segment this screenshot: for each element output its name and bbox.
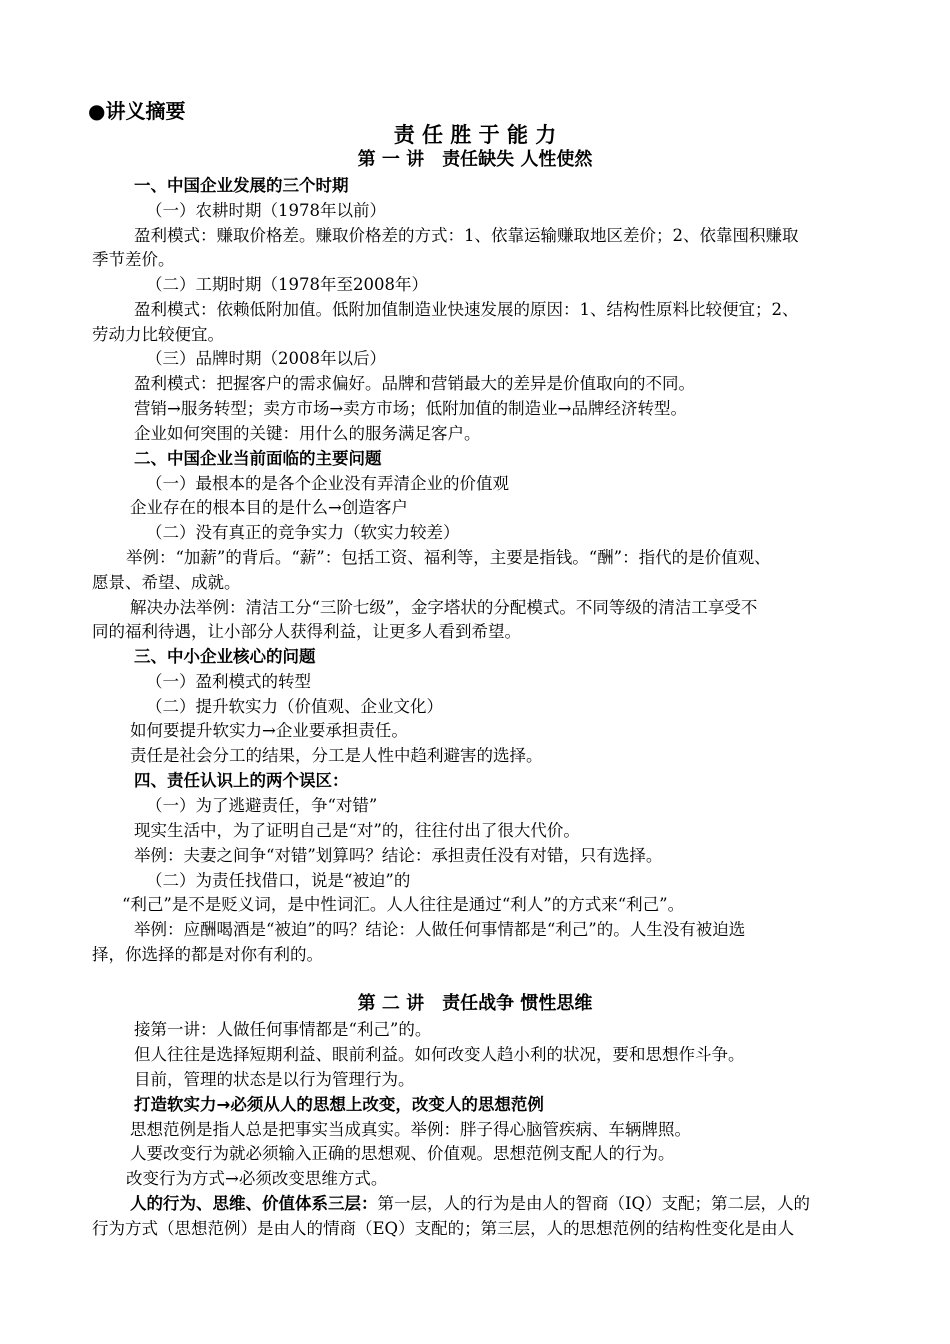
paragraph: （二）提升软实力（价值观、企业文化） — [146, 697, 443, 716]
section-heading: 三、中小企业核心的问题 — [134, 647, 316, 666]
paragraph: 思想范例是指人总是把事实当成真实。举例：胖子得心脑管疾病、车辆牌照。 — [130, 1120, 691, 1139]
paragraph: （二）工期时期（1978年至2008年） — [146, 275, 428, 294]
paragraph: 举例：应酬喝酒是“被迫”的吗？结论：人做任何事情都是“利己”的。人生没有被迫选 — [134, 920, 746, 939]
paragraph: 同的福利待遇，让小部分人获得利益，让更多人看到希望。 — [92, 622, 521, 641]
paragraph: 改变行为方式→必须改变思维方式。 — [126, 1169, 388, 1188]
section-heading: 四、责任认识上的两个误区： — [134, 771, 349, 790]
paragraph: 举例：夫妻之间争“对错”划算吗？结论：承担责任没有对错，只有选择。 — [134, 846, 663, 865]
paragraph: 季节差价。 — [92, 250, 175, 269]
paragraph: （一）最根本的是各个企业没有弄清企业的价值观 — [146, 474, 509, 493]
paragraph: 接第一讲：人做任何事情都是“利己”的。 — [134, 1020, 432, 1039]
paragraph: 择，你选择的都是对你有利的。 — [92, 945, 323, 964]
document-title: 责 任 胜 于 能 力 — [393, 123, 557, 147]
section-heading: 一、中国企业发展的三个时期 — [134, 176, 349, 195]
paragraph: 愿景、希望、成就。 — [92, 573, 241, 592]
paragraph: 人要改变行为就必须输入正确的思想观、价值观。思想范例支配人的行为。 — [130, 1144, 675, 1163]
paragraph: 目前，管理的状态是以行为管理行为。 — [134, 1070, 415, 1089]
paragraph: （二）没有真正的竞争实力（软实力较差） — [146, 523, 460, 542]
paragraph: 责任是社会分工的结果，分工是人性中趋利避害的选择。 — [130, 746, 543, 765]
lecture1-title: 第 一 讲 责任缺失 人性使然 — [357, 149, 593, 170]
paragraph: 现实生活中，为了证明自己是“对”的，往往付出了很大代价。 — [134, 821, 580, 840]
paragraph: （三）品牌时期（2008年以后） — [146, 349, 386, 368]
paragraph: 举例：“加薪”的背后。“薪”：包括工资、福利等，主要是指钱。“酬”：指代的是价值观、 — [126, 548, 771, 567]
paragraph-lead: 人的行为、思维、价值体系三层： — [130, 1194, 378, 1213]
paragraph: （一）为了逃避责任，争“对错” — [146, 796, 378, 815]
paragraph: 解决办法举例：清洁工分“三阶七级”，金字塔状的分配模式。不同等级的清洁工享受不 — [130, 598, 758, 617]
handout-header: ●讲义摘要 — [88, 99, 186, 123]
paragraph: （一）盈利模式的转型 — [146, 672, 311, 691]
paragraph — [130, 1193, 810, 1215]
paragraph: 企业存在的根本目的是什么→创造客户 — [130, 498, 408, 517]
section-heading: 打造软实力→必须从人的思想上改变，改变人的思想范例 — [134, 1095, 544, 1114]
paragraph: 如何要提升软实力→企业要承担责任。 — [130, 721, 408, 740]
paragraph-text: 第一层，人的行为是由人的智商（IQ）支配；第二层，人的 — [377, 1194, 811, 1213]
paragraph: 但人往往是选择短期利益、眼前利益。如何改变人趋小利的状况，要和思想作斗争。 — [134, 1045, 745, 1064]
paragraph: 盈利模式：把握客户的需求偏好。品牌和营销最大的差异是价值取向的不同。 — [134, 374, 695, 393]
lecture2-title: 第 二 讲 责任战争 惯性思维 — [357, 993, 593, 1014]
paragraph: （一）农耕时期（1978年以前） — [146, 201, 386, 220]
paragraph: 盈利模式：依赖低附加值。低附加值制造业快速发展的原因：1、结构性原料比较便宜；2、 — [134, 300, 799, 319]
paragraph: 盈利模式：赚取价格差。赚取价格差的方式：1、依靠运输赚取地区差价；2、依靠囤积赚取 — [134, 226, 799, 245]
paragraph: （二）为责任找借口，说是“被迫”的 — [146, 871, 411, 890]
section-heading: 二、中国企业当前面临的主要问题 — [134, 449, 382, 468]
paragraph: 企业如何突围的关键：用什么的服务满足客户。 — [134, 424, 481, 443]
paragraph: 行为方式（思想范例）是由人的情商（EQ）支配的；第三层，人的思想范例的结构性变化是由人 — [92, 1219, 795, 1238]
paragraph: “利己”是不是贬义词，是中性词汇。人人往往是通过“利人”的方式来“利己”。 — [122, 895, 685, 914]
paragraph: 劳动力比较便宜。 — [92, 325, 224, 344]
paragraph: 营销→服务转型；卖方市场→卖方市场；低附加值的制造业→品牌经济转型。 — [134, 399, 687, 418]
